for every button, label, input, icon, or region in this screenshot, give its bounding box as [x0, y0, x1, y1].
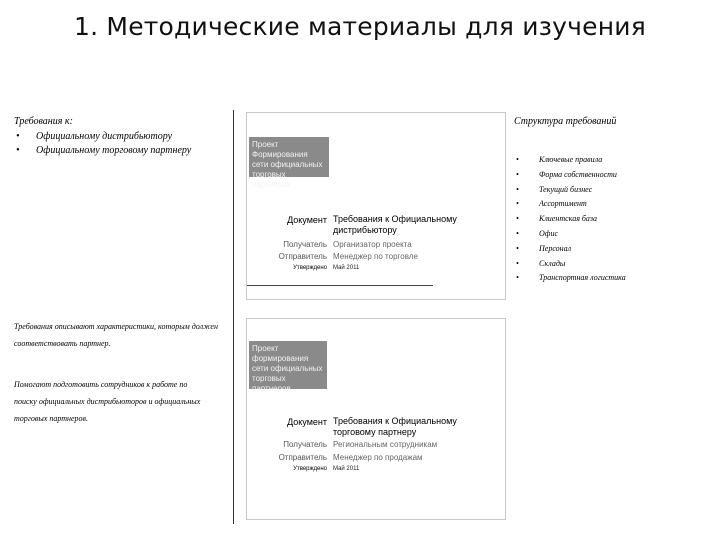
structure-item: • Текущий бизнес: [514, 185, 626, 200]
date-label: Утверждено: [293, 265, 327, 271]
document-preview-distributor: [246, 112, 506, 300]
document-label: Документ: [287, 417, 327, 427]
sender-value: Менеджер по торговле: [333, 252, 418, 261]
date-label: Утверждено: [293, 466, 327, 472]
slide-title: 1. Методические материалы для изучения: [74, 12, 646, 41]
sender-label: Отправитель: [278, 252, 327, 261]
recipient-value: Региональным сотрудникам: [333, 440, 438, 449]
date-value: Май 2011: [333, 466, 360, 472]
requirements-heading: Требования к:: [14, 116, 73, 127]
requirements-item: • Официальному торговому партнеру: [14, 145, 191, 159]
sender-value: Менеджер по продажам: [333, 453, 423, 462]
description-text: Требования описывают характеристики, которым должен соответствовать партнер.: [14, 322, 218, 348]
structure-item: • Ключевые правила: [514, 155, 626, 170]
structure-heading: Структура требований: [514, 116, 617, 127]
document-preview-partner: [246, 318, 506, 520]
structure-list: [514, 155, 626, 288]
structure-item: • Офис: [514, 229, 626, 244]
sender-label: Отправитель: [278, 453, 327, 462]
structure-item: • Форма собственности: [514, 170, 626, 185]
structure-item: • Клиентская база: [514, 214, 626, 229]
document-label: Документ: [287, 215, 327, 225]
structure-item: • Ассортимент: [514, 199, 626, 214]
structure-item: • Склады: [514, 259, 626, 274]
structure-item: • Транспортная логистика: [514, 273, 626, 288]
requirements-item: • Официальному дистрибьютору: [14, 131, 191, 145]
project-box: Проект Формирования сети официальных торговых партнеров: [249, 137, 329, 177]
structure-item: • Персонал: [514, 244, 626, 259]
recipient-label: Получатель: [283, 440, 327, 449]
project-box: Проект формирования сети официальных торговых партнеров: [249, 341, 327, 389]
divider-line: [233, 110, 234, 524]
requirements-list: [14, 131, 191, 159]
helps-text: Помогают подготовить сотрудников к работе по поиску официальных дистрибьюторов и официальных торговых партнеров.: [14, 380, 201, 423]
document-value: Требования к Официальному торговому партнеру: [333, 416, 457, 437]
recipient-value: Организатор проекта: [333, 240, 412, 249]
document-rule: [247, 285, 433, 286]
document-value: Требования к Официальному дистрибьютору: [333, 214, 457, 235]
date-value: Май 2011: [333, 265, 360, 271]
recipient-label: Получатель: [283, 240, 327, 249]
